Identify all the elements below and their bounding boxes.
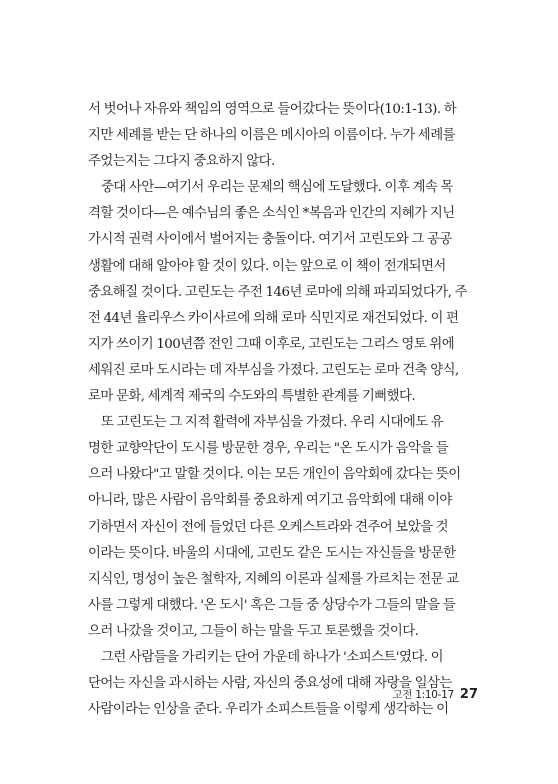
text-line: 사람이라는 인상을 준다. 우리가 소피스트들을 이렇게 생각하는 이 bbox=[88, 702, 449, 718]
text-line: 또 고린도는 그 지적 활력에 자부심을 가졌다. 우리 시대에도 유 bbox=[101, 415, 444, 431]
text-line: 가시적 권력 사이에서 벌어지는 충돌이다. 여기서 고린도와 그 공공 bbox=[88, 232, 452, 248]
text-line: 지가 쓰이기 100년쯤 전인 그때 이후로, 고린도는 그리스 영토 위에 bbox=[88, 336, 455, 352]
running-head: 고전 1:10-17 bbox=[392, 689, 454, 701]
text-line: 단어는 자신을 과시하는 사람, 자신의 중요성에 대해 자랑을 일삼는 bbox=[88, 676, 452, 692]
body-text bbox=[88, 97, 476, 723]
text-line: 지만 세례를 받는 단 하나의 이름은 메시아의 이름이다. 누가 세례를 bbox=[88, 128, 455, 144]
text-line: 세워진 로마 도시라는 데 자부심을 가졌다. 고린도는 로마 건축 양식, bbox=[88, 362, 459, 378]
text-line: 으러 나왔다"고 말할 것이다. 이는 모든 개인이 음악회에 갔다는 뜻이 bbox=[88, 467, 461, 483]
text-line: 서 벗어나 자유와 책임의 영역으로 들어갔다는 뜻이다(10:1-13). 하 bbox=[88, 102, 457, 117]
text-line: 생활에 대해 알아야 할 것이 있다. 이는 앞으로 이 책이 전개되면서 bbox=[88, 258, 446, 274]
page-footer bbox=[393, 683, 478, 702]
text-line: 지식인, 명성이 높은 철학자, 지혜의 이론과 실제를 가르치는 전문 교 bbox=[88, 571, 459, 587]
text-line: 로마 문화, 세계적 제국의 수도와의 특별한 관계를 기뻐했다. bbox=[88, 389, 416, 405]
text-line: 아니라, 많은 사람이 음악회를 중요하게 여기고 음악회에 대해 이야 bbox=[88, 493, 452, 509]
page-number: 27 bbox=[459, 687, 478, 702]
text-line: 이라는 뜻이다. 바울의 시대에, 고린도 같은 도시는 자신들을 방문한 bbox=[88, 545, 456, 561]
text-line: 사를 그렇게 대했다. '온 도시' 혹은 그들 중 상당수가 그들의 말을 들 bbox=[88, 597, 456, 613]
text-line: 기하면서 자신이 전에 들었던 다른 오케스트라와 견주어 보았을 것 bbox=[88, 519, 449, 535]
text-line: 주었는지는 그다지 중요하지 않다. bbox=[88, 154, 275, 170]
text-line: 전 44년 율리우스 카이사르에 의해 로마 식민지로 재건되었다. 이 편 bbox=[88, 310, 459, 326]
text-line: 그런 사람들을 가리키는 단어 가운데 하나가 '소피스트'였다. 이 bbox=[101, 649, 444, 665]
text-line: 중요해질 것이다. 고린도는 주전 146년 로마에 의해 파괴되었다가, 주 bbox=[88, 284, 467, 300]
text-line: 으러 나갔을 것이고, 그들이 하는 말을 두고 토론했을 것이다. bbox=[88, 623, 419, 639]
text-line: 명한 교향악단이 도시를 방문한 경우, 우리는 "온 도시가 음악을 들 bbox=[88, 441, 449, 457]
text-line: 중대 사안—여기서 우리는 문제의 핵심에 도달했다. 이후 계속 목 bbox=[101, 180, 453, 196]
text-line: 격할 것이다—은 예수님의 좋은 소식인 *복음과 인간의 지혜가 지닌 bbox=[88, 206, 455, 222]
